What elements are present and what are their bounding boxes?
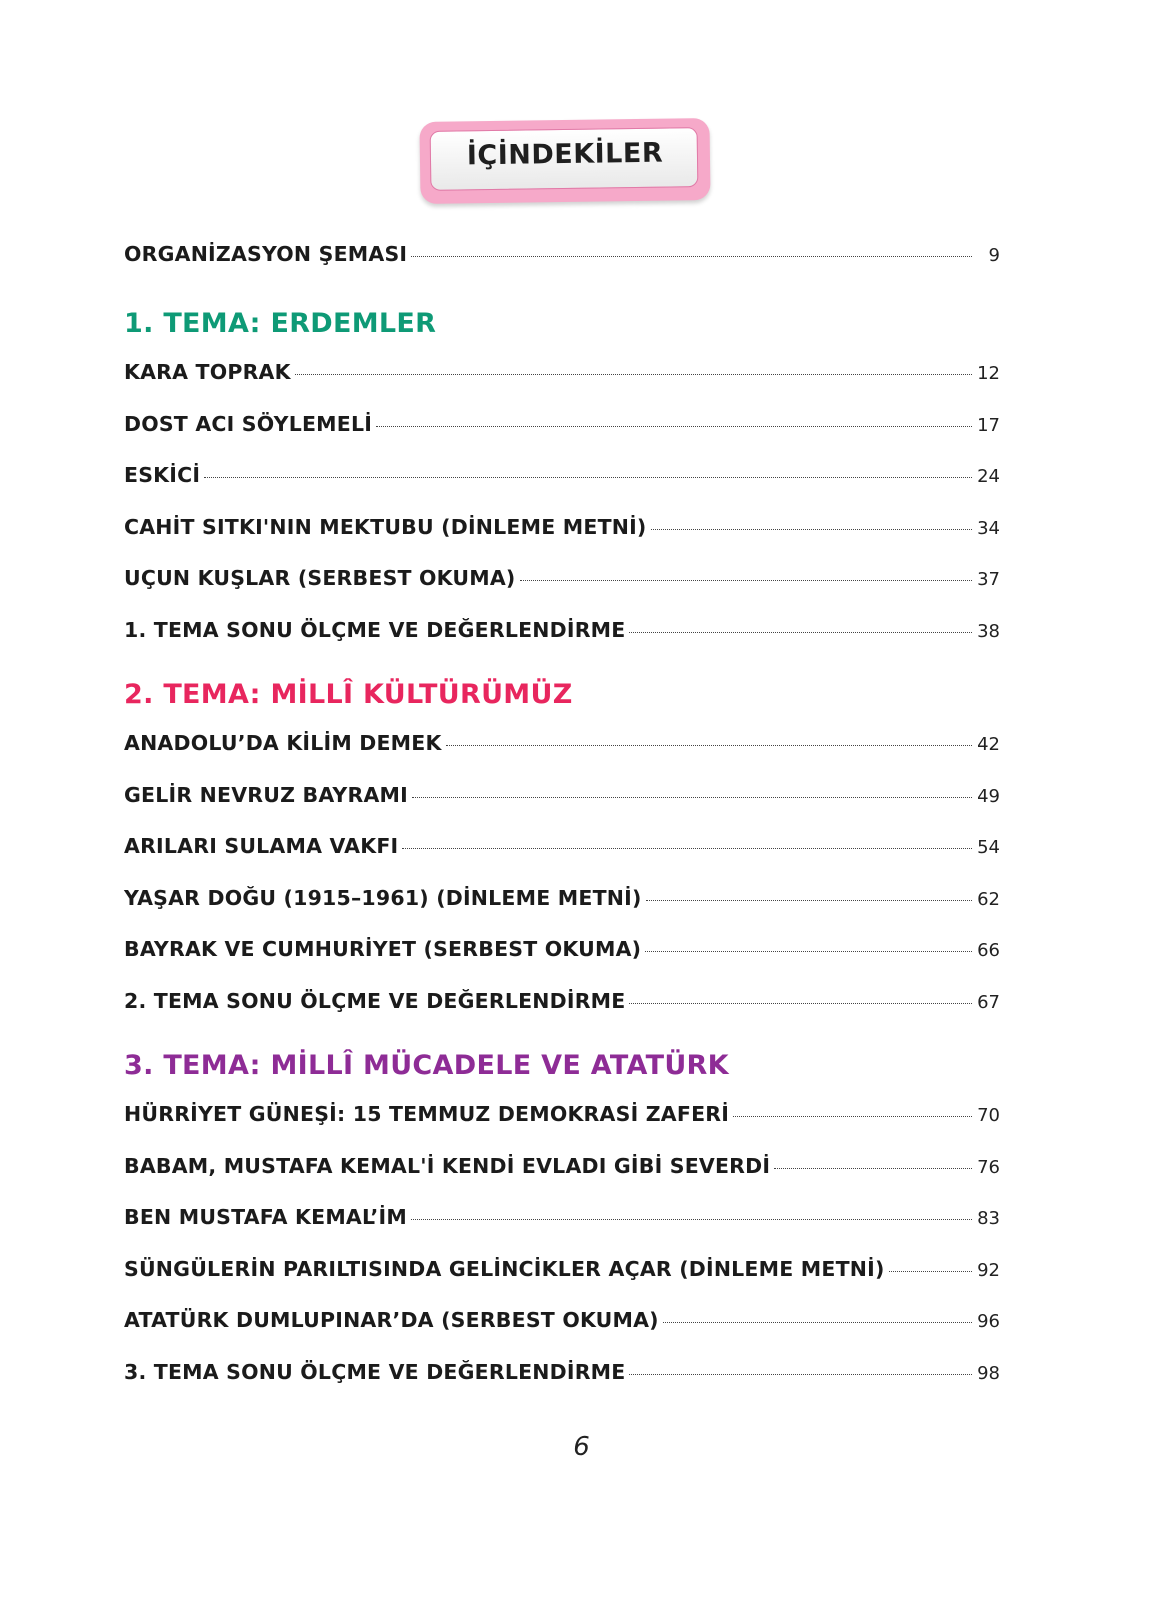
toc-entry-label: 2. TEMA SONU ÖLÇME VE DEĞERLENDİRME [124, 988, 626, 1013]
toc-entry-page: 76 [977, 1156, 1000, 1178]
toc-entry-label: CAHİT SITKI'NIN MEKTUBU (DİNLEME METNİ) [124, 514, 647, 539]
toc-entry-label: ANADOLU’DA KİLİM DEMEK [124, 731, 442, 755]
toc-entry[interactable] [124, 927, 1000, 979]
toc-entry[interactable] [124, 979, 1000, 1031]
toc-entry-page: 42 [977, 734, 1000, 755]
toc-entry-page: 92 [977, 1259, 1000, 1281]
toc-entry-label: 1. TEMA SONU ÖLÇME VE DEĞERLENDİRME [124, 617, 626, 642]
dot-leader [629, 1374, 972, 1375]
dot-leader [295, 374, 972, 375]
toc-entry[interactable] [124, 1247, 1000, 1299]
toc-entry[interactable] [124, 1144, 1000, 1196]
toc-entry-label: ARILARI SULAMA VAKFI [124, 834, 399, 858]
dot-leader [645, 951, 972, 952]
toc-entry-label: ORGANİZASYON ŞEMASI [124, 242, 408, 266]
toc-entry-label: ESKİCİ [124, 463, 201, 487]
toc-entry-page: 67 [977, 991, 1000, 1013]
toc-entry[interactable] [124, 824, 1000, 876]
toc-entry-label: DOST ACI SÖYLEMELİ [124, 411, 373, 436]
toc-entry-label: BABAM, MUSTAFA KEMAL'İ KENDİ EVLADI GİBİ SEVERDİ [124, 1153, 771, 1178]
title-banner [420, 120, 710, 204]
dot-leader [411, 256, 972, 257]
toc-entry-page: 83 [977, 1208, 1000, 1229]
dot-leader [411, 1219, 972, 1220]
dot-leader [412, 797, 972, 798]
theme-heading-1: 1. TEMA: ERDEMLER [124, 308, 437, 339]
toc-entry[interactable] [124, 876, 1000, 928]
dot-leader [446, 745, 972, 746]
toc-entry[interactable] [124, 1092, 1000, 1144]
toc-entry-intro[interactable] [124, 230, 1000, 288]
toc-entry-label: 3. TEMA SONU ÖLÇME VE DEĞERLENDİRME [124, 1359, 626, 1384]
toc-entry-page: 98 [977, 1362, 1000, 1384]
table-of-contents [124, 230, 1000, 1401]
page-title: İÇİNDEKİLER [466, 137, 664, 172]
toc-entry-page: 37 [977, 569, 1000, 590]
toc-entry-page: 62 [977, 888, 1000, 910]
toc-entry-label: ATATÜRK DUMLUPINAR’DA (SERBEST OKUMA) [124, 1308, 659, 1332]
theme-heading-3: 3. TEMA: MİLLÎ MÜCADELE VE ATATÜRK [124, 1050, 729, 1081]
dot-leader [376, 426, 972, 427]
toc-entry-page: 66 [977, 940, 1000, 961]
toc-entry[interactable] [124, 350, 1000, 402]
toc-entry-label: YAŞAR DOĞU (1915–1961) (DİNLEME METNİ) [124, 885, 642, 910]
toc-entry-label: UÇUN KUŞLAR (SERBEST OKUMA) [124, 566, 516, 590]
toc-entry[interactable] [124, 556, 1000, 608]
toc-entry-label: BEN MUSTAFA KEMAL’İM [124, 1205, 407, 1229]
dot-leader [733, 1116, 972, 1117]
toc-entry-label: KARA TOPRAK [124, 360, 291, 384]
dot-leader [651, 529, 972, 530]
toc-entry-label: HÜRRİYET GÜNEŞİ: 15 TEMMUZ DEMOKRASİ ZAFERİ [124, 1102, 730, 1126]
toc-entry-page: 70 [977, 1105, 1000, 1126]
page-number: 6 [573, 1432, 590, 1462]
dot-leader [204, 477, 972, 478]
dot-leader [629, 632, 972, 633]
toc-entry-page: 38 [977, 620, 1000, 642]
toc-entry[interactable] [124, 608, 1000, 660]
dot-leader [646, 900, 972, 901]
toc-entry-page: 17 [977, 414, 1000, 436]
dot-leader [520, 580, 973, 581]
toc-entry-page: 54 [977, 837, 1000, 858]
dot-leader [663, 1322, 972, 1323]
dot-leader [402, 848, 972, 849]
toc-entry[interactable] [124, 505, 1000, 557]
dot-leader [889, 1271, 972, 1272]
dot-leader [629, 1003, 972, 1004]
toc-entry[interactable] [124, 721, 1000, 773]
toc-entry-label: SÜNGÜLERİN PARILTISINDA GELİNCİKLER AÇAR (DİNLEME METNİ) [124, 1256, 885, 1281]
toc-entry-page: 9 [988, 245, 1000, 266]
toc-entry-page: 12 [977, 363, 1000, 384]
toc-entry-page: 49 [977, 785, 1000, 807]
toc-entry-page: 34 [977, 517, 1000, 539]
toc-entry[interactable] [124, 402, 1000, 454]
toc-entry-label: BAYRAK VE CUMHURİYET (SERBEST OKUMA) [124, 937, 642, 961]
toc-entry[interactable] [124, 1298, 1000, 1350]
toc-entry[interactable] [124, 453, 1000, 505]
dot-leader [774, 1168, 972, 1169]
toc-entry-page: 24 [977, 466, 1000, 487]
toc-entry[interactable] [124, 773, 1000, 825]
toc-entry-page: 96 [977, 1311, 1000, 1332]
toc-entry[interactable] [124, 1350, 1000, 1402]
toc-entry[interactable] [124, 1195, 1000, 1247]
toc-entry-label: GELİR NEVRUZ BAYRAMI [124, 782, 408, 807]
theme-heading-2: 2. TEMA: MİLLÎ KÜLTÜRÜMÜZ [124, 679, 573, 710]
